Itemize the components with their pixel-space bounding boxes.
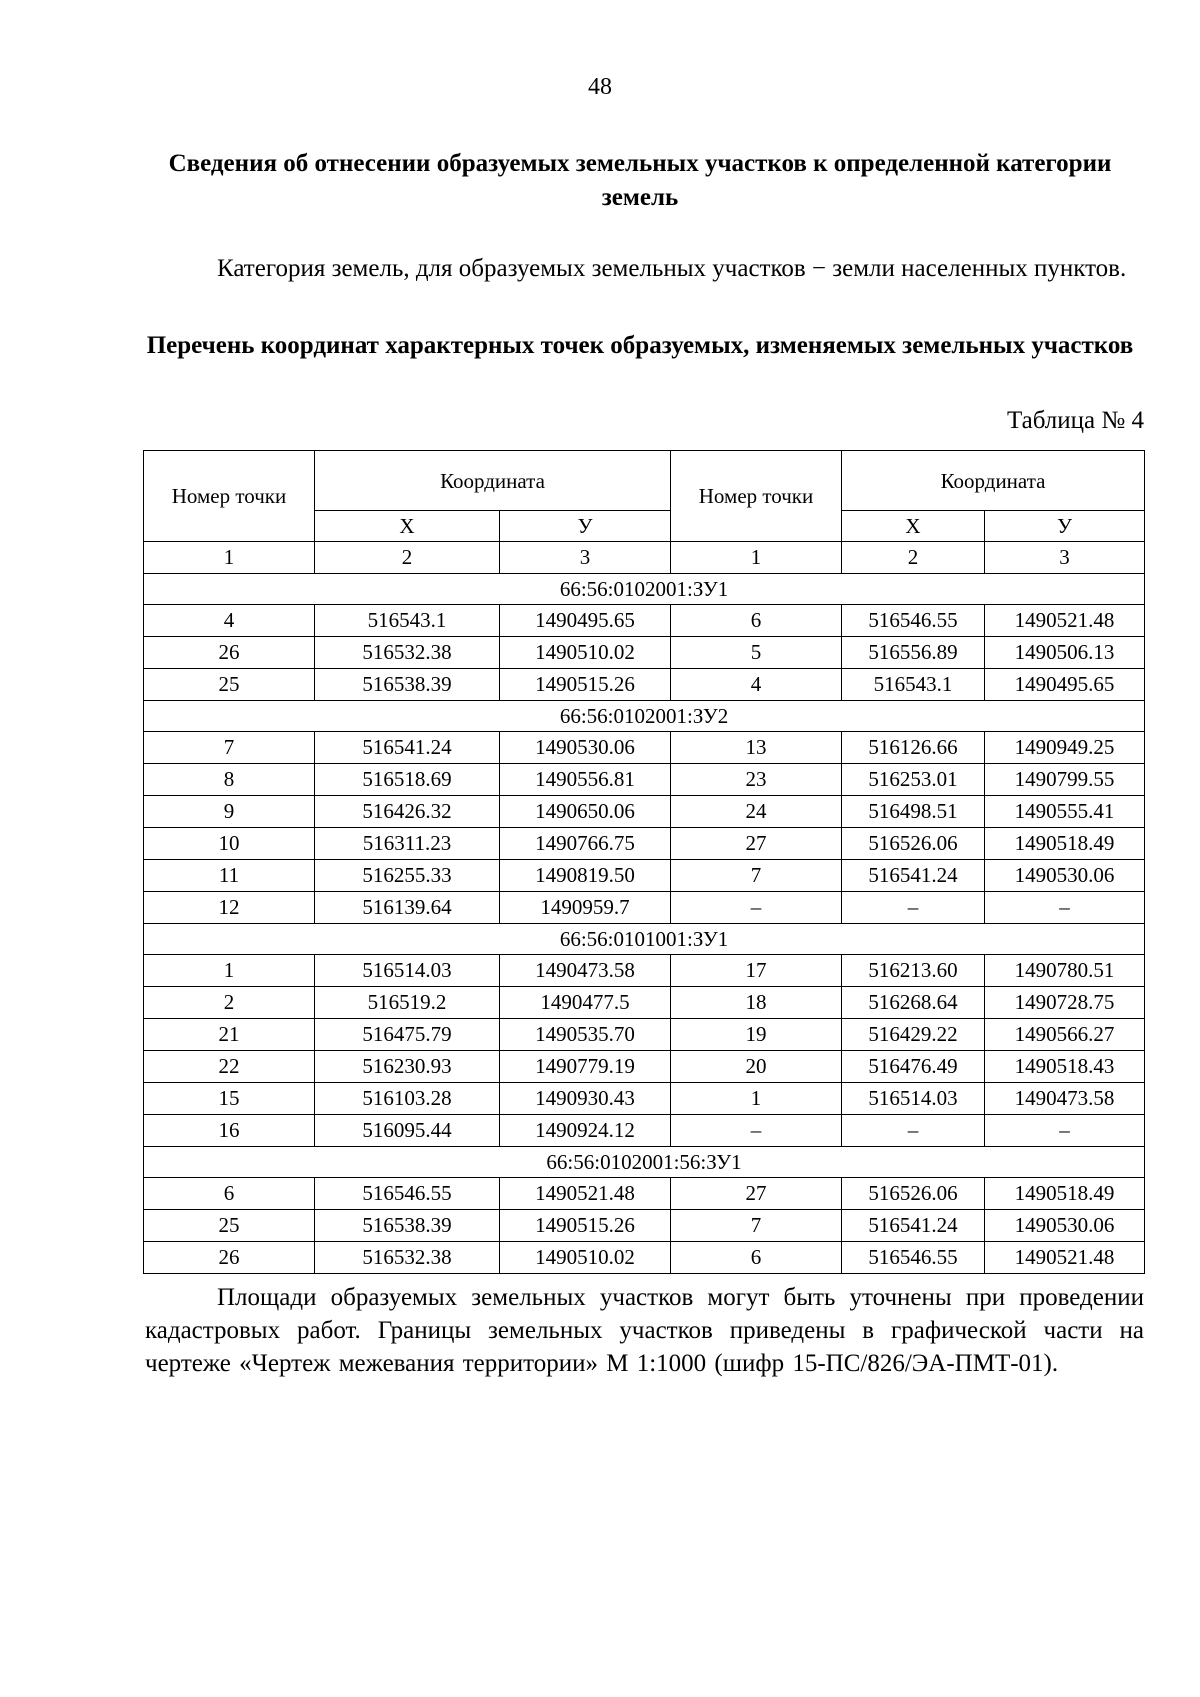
table-row <box>144 1178 1145 1210</box>
table-cell: 24 <box>671 796 842 828</box>
table-cell: 25 <box>144 669 315 701</box>
table-cell: 516514.03 <box>842 1083 985 1115</box>
table-row <box>144 669 1145 701</box>
table-label: Таблица № 4 <box>1006 407 1144 434</box>
parcel-group-row <box>144 701 1145 732</box>
table-cell: 1490780.51 <box>985 955 1145 987</box>
table-cell: 7 <box>671 860 842 892</box>
table-cell: 26 <box>144 637 315 669</box>
table-cell: 10 <box>144 828 315 860</box>
table-cell: 516426.32 <box>315 796 500 828</box>
table-cell: 19 <box>671 1019 842 1051</box>
table-cell: 1490530.06 <box>985 1210 1145 1242</box>
land-category-text: Категория земель, для образуемых земельных участков − земли населенных пунктов. <box>217 255 1127 282</box>
table-cell: 1490566.27 <box>985 1019 1145 1051</box>
table-cell: 516126.66 <box>842 732 985 764</box>
table-cell: – <box>842 892 985 924</box>
table-cell: 1490515.26 <box>500 1210 671 1242</box>
table-cell: 516526.06 <box>842 828 985 860</box>
table-cell: 516543.1 <box>315 605 500 637</box>
table-cell: 516518.69 <box>315 764 500 796</box>
table-cell: 1490779.19 <box>500 1051 671 1083</box>
table-cell: 15 <box>144 1083 315 1115</box>
header-y-right: У <box>985 511 1145 542</box>
table-cell: 516095.44 <box>315 1115 500 1147</box>
table-cell: 516268.64 <box>842 987 985 1019</box>
table-cell: 1490473.58 <box>500 955 671 987</box>
table-cell: 516213.60 <box>842 955 985 987</box>
table-cell: 1490495.65 <box>985 669 1145 701</box>
table-row <box>144 1115 1145 1147</box>
table-cell: 516541.24 <box>315 732 500 764</box>
table-cell: 27 <box>671 1178 842 1210</box>
table-cell: 25 <box>144 1210 315 1242</box>
column-number: 2 <box>842 542 985 574</box>
table-cell: 1490510.02 <box>500 637 671 669</box>
table-row <box>144 860 1145 892</box>
table-row <box>144 828 1145 860</box>
table-cell: 1490521.48 <box>500 1178 671 1210</box>
table-cell: 1490766.75 <box>500 828 671 860</box>
area-note-paragraph <box>145 1281 1144 1380</box>
table-cell: 20 <box>671 1051 842 1083</box>
table-cell: – <box>842 1115 985 1147</box>
table-cell: 516541.24 <box>842 1210 985 1242</box>
table-body <box>144 542 1145 1274</box>
parcel-id: 66:56:0102001:56:ЗУ1 <box>144 1147 1145 1178</box>
table-cell: 516556.89 <box>842 637 985 669</box>
header-point-number-right: Номер точки <box>671 451 842 542</box>
table-cell: 1490535.70 <box>500 1019 671 1051</box>
table-cell: 516429.22 <box>842 1019 985 1051</box>
table-cell: – <box>985 1115 1145 1147</box>
table-cell: 5 <box>671 637 842 669</box>
table-cell: 7 <box>671 1210 842 1242</box>
table-row <box>144 637 1145 669</box>
table-cell: 2 <box>144 987 315 1019</box>
column-number: 1 <box>144 542 315 574</box>
table-row <box>144 732 1145 764</box>
table-cell: 6 <box>671 1242 842 1274</box>
table-cell: 1490556.81 <box>500 764 671 796</box>
table-cell: 1490728.75 <box>985 987 1145 1019</box>
table-cell: 516543.1 <box>842 669 985 701</box>
table-cell: 516546.55 <box>315 1178 500 1210</box>
table-cell: 27 <box>671 828 842 860</box>
table-cell: 1490819.50 <box>500 860 671 892</box>
table-row <box>144 892 1145 924</box>
header-point-number-left: Номер точки <box>144 451 315 542</box>
table-cell: 516475.79 <box>315 1019 500 1051</box>
table-cell: 516255.33 <box>315 860 500 892</box>
table-cell: 1 <box>144 955 315 987</box>
column-number: 2 <box>315 542 500 574</box>
column-number: 1 <box>671 542 842 574</box>
header-y-left: У <box>500 511 671 542</box>
table-cell: 516541.24 <box>842 860 985 892</box>
table-cell: 1490949.25 <box>985 732 1145 764</box>
table-row <box>144 1019 1145 1051</box>
table-cell: 1490495.65 <box>500 605 671 637</box>
table-cell: – <box>671 892 842 924</box>
table-row <box>144 955 1145 987</box>
table-row <box>144 987 1145 1019</box>
page-number: 48 <box>588 74 612 100</box>
parcel-id: 66:56:0102001:ЗУ1 <box>144 574 1145 605</box>
table-cell: 1490510.02 <box>500 1242 671 1274</box>
table-cell: 1490518.49 <box>985 1178 1145 1210</box>
table-row <box>144 1083 1145 1115</box>
table-cell: 13 <box>671 732 842 764</box>
parcel-group-row <box>144 924 1145 955</box>
table-cell: 23 <box>671 764 842 796</box>
table-cell: 6 <box>144 1178 315 1210</box>
section-heading-coordinates: Перечень координат характерных точек образуемых, изменяемых земельных участков <box>146 332 1134 359</box>
header-coordinate-right: Координата <box>842 451 1145 511</box>
table-cell: 516526.06 <box>842 1178 985 1210</box>
table-cell: 516532.38 <box>315 637 500 669</box>
parcel-group-row <box>144 1147 1145 1178</box>
table-cell: 8 <box>144 764 315 796</box>
table-cell: 6 <box>671 605 842 637</box>
table-row <box>144 1242 1145 1274</box>
header-x-left: X <box>315 511 500 542</box>
table-cell: 516476.49 <box>842 1051 985 1083</box>
table-cell: 516546.55 <box>842 1242 985 1274</box>
coordinates-table <box>143 450 1145 1274</box>
table-cell: 516538.39 <box>315 1210 500 1242</box>
table-cell: 1490521.48 <box>985 1242 1145 1274</box>
table-cell: 1490477.5 <box>500 987 671 1019</box>
table-row <box>144 1051 1145 1083</box>
table-cell: 516253.01 <box>842 764 985 796</box>
table-cell: 7 <box>144 732 315 764</box>
table-cell: 4 <box>144 605 315 637</box>
parcel-group-row <box>144 574 1145 605</box>
table-cell: 9 <box>144 796 315 828</box>
table-cell: 1490799.55 <box>985 764 1145 796</box>
table-cell: – <box>985 892 1145 924</box>
table-cell: 26 <box>144 1242 315 1274</box>
table-row <box>144 796 1145 828</box>
table-cell: 516498.51 <box>842 796 985 828</box>
table-cell: 516514.03 <box>315 955 500 987</box>
table-cell: 1490515.26 <box>500 669 671 701</box>
header-coordinate-left: Координата <box>315 451 671 511</box>
land-category-paragraph <box>145 252 1144 285</box>
table-cell: 516139.64 <box>315 892 500 924</box>
section-heading-land-category: Сведения об отнесении образуемых земельных участков к определенной категории земель <box>168 150 1112 211</box>
table-cell: 16 <box>144 1115 315 1147</box>
table-row <box>144 1210 1145 1242</box>
table-cell: 516538.39 <box>315 669 500 701</box>
table-cell: 1490930.43 <box>500 1083 671 1115</box>
parcel-id: 66:56:0101001:ЗУ1 <box>144 924 1145 955</box>
table-cell: 4 <box>671 669 842 701</box>
header-x-right: X <box>842 511 985 542</box>
table-cell: 11 <box>144 860 315 892</box>
table-cell: 516230.93 <box>315 1051 500 1083</box>
table-row <box>144 764 1145 796</box>
table-cell: 12 <box>144 892 315 924</box>
table-cell: 516311.23 <box>315 828 500 860</box>
table-cell: 1490530.06 <box>500 732 671 764</box>
table-cell: 18 <box>671 987 842 1019</box>
column-numbers-row <box>144 542 1145 574</box>
table-cell: – <box>671 1115 842 1147</box>
table-cell: 1490521.48 <box>985 605 1145 637</box>
table-cell: 516103.28 <box>315 1083 500 1115</box>
table-cell: 1490555.41 <box>985 796 1145 828</box>
column-number: 3 <box>500 542 671 574</box>
table-cell: 1490530.06 <box>985 860 1145 892</box>
column-number: 3 <box>985 542 1145 574</box>
area-note-text: Площади образуемых земельных участков могут быть уточнены при проведении кадастровых работ. Границы земельных участков приведены в графической части на чертеже «Чертеж межевания территории» М 1:1000 (шифр 15-ПС/826/ЭА-ПМТ-01). <box>145 1284 1144 1377</box>
table-cell: 1490518.43 <box>985 1051 1145 1083</box>
table-cell: 21 <box>144 1019 315 1051</box>
table-cell: 516546.55 <box>842 605 985 637</box>
table-cell: 1490924.12 <box>500 1115 671 1147</box>
table-row <box>144 605 1145 637</box>
table-cell: 1490506.13 <box>985 637 1145 669</box>
table-cell: 1490473.58 <box>985 1083 1145 1115</box>
parcel-id: 66:56:0102001:ЗУ2 <box>144 701 1145 732</box>
table-cell: 1 <box>671 1083 842 1115</box>
table-cell: 17 <box>671 955 842 987</box>
table-cell: 1490650.06 <box>500 796 671 828</box>
table-cell: 516532.38 <box>315 1242 500 1274</box>
table-cell: 1490959.7 <box>500 892 671 924</box>
table-cell: 22 <box>144 1051 315 1083</box>
table-cell: 516519.2 <box>315 987 500 1019</box>
table-cell: 1490518.49 <box>985 828 1145 860</box>
